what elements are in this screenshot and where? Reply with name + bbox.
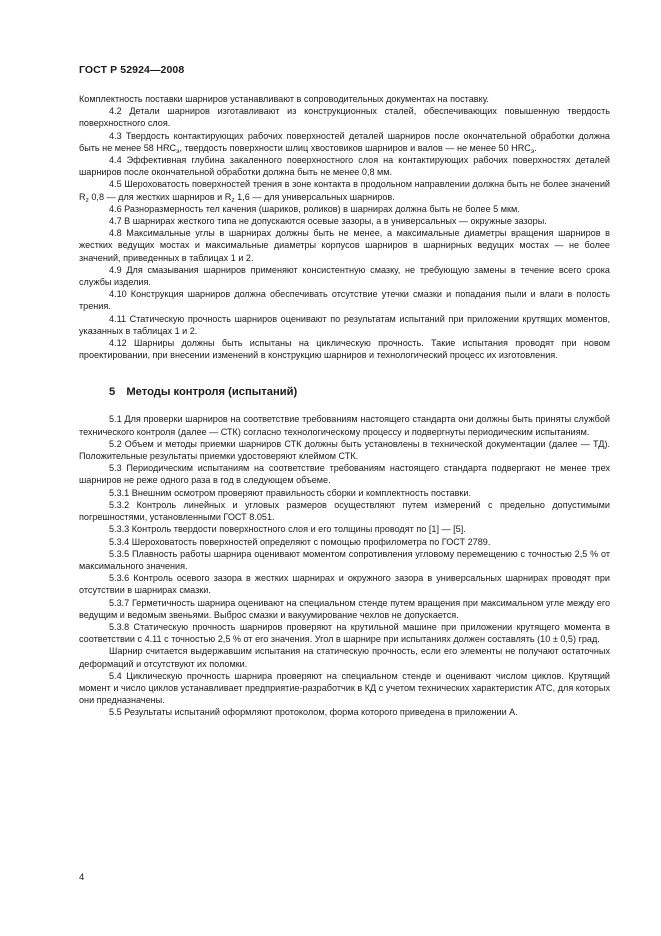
paragraph: 5.1 Для проверки шарниров на соответствие требованиям настоящего стандарта они должны быть приняты службой технического контроля (далее — СТК) согласно технологическому процессу и подвергнуты периодическим испытаниям. — [79, 414, 610, 437]
paragraph: 5.3.5 Плавность работы шарнира оценивают моментом сопротивления угловому перемещению с точностью 2,5 % от максимального значения. — [79, 548, 610, 571]
paragraph: 4.2 Детали шарниров изготавливают из конструкционных сталей, обеспечивающих повышенную твердость поверхностного слоя. — [79, 106, 610, 129]
paragraph: 5.2 Объем и методы приемки шарниров СТК должны быть установлены в технической документации (далее — ТД). Положительные результаты приемки удостоверяют клеймом СТК. — [79, 438, 610, 462]
paragraph: 4.9 Для смазывания шарниров применяют консистентную смазку, не требующую замены в течение всего срока службы изделия. — [79, 264, 610, 288]
paragraph: 4.4 Эффективная глубина закаленного поверхностного слоя на контактирующих рабочих поверхностях деталей шарниров после окончательной обработки должна быть не менее 0,8 мм. — [79, 155, 610, 178]
paragraph: 4.10 Конструкция шарниров должна обеспечивать отсутствие утечки смазки и попадания пыли и влаги в полость трения. — [79, 289, 610, 312]
paragraph: 5.3.1 Внешним осмотром проверяют правильность сборки и комплектность поставки. — [109, 487, 472, 498]
paragraph: 5.3.6 Контроль осевого зазора в жестких шарнирах и окружного зазора в универсальных шарнирах проводят при отсутствии в шарнирах смазки. — [79, 573, 610, 596]
paragraph: 5.3.3 Контроль твердости поверхностного слоя и его толщины проводят по [1] — [5]. — [109, 524, 466, 535]
paragraph: 5.3.2 Контроль линейных и угловых размеров осуществляют путем измерений с предельно допустимыми погрешностями, установленными ГОСТ 8.051. — [79, 499, 610, 523]
paragraph: 5.3.8 Статическую прочность шарниров проверяют на крутильной машине при приложении крутящего момента в соответствии с 4.11 с точностью 2,5 % от его значения. Угол в шарнире при испытаниях должен составлять (10 ± 0,5) град. — [79, 621, 610, 645]
paragraph: 4.11 Статическую прочность шарниров оценивают по результатам испытаний при приложении крутящих моментов, указанных в таблицах 1 и 2. — [79, 313, 610, 336]
section-heading — [79, 385, 610, 399]
section-number: 5 — [109, 386, 116, 399]
paragraph: 4.12 Шарниры должны быть испытаны на циклическую прочность. Такие испытания проводят при новом проектировании, при внесении изменений в конструкцию шарниров и технологический процесс их изготовления. — [79, 338, 610, 361]
document-header: ГОСТ Р 52924—2008 — [79, 64, 185, 76]
paragraph: 5.5 Результаты испытаний оформляют протоколом, форма которого приведена в приложении А. — [109, 707, 518, 718]
section-title: Методы контроля (испытаний) — [126, 386, 298, 399]
paragraph: 4.8 Максимальные углы в шарнирах должны быть не менее, а максимальные диаметры вращения шарниров в жестких ведущих мостах и максимальные диаметры корпусов шарниров в шарнирных ведущих мостах — не более значений, приведенных в таблицах 1 и 2. — [79, 228, 610, 263]
page-number: 4 — [79, 872, 85, 883]
paragraph: 4.5 Шероховатость поверхностей трения в зоне контакта в продольном направлении должна быть не более значений $R_z$ 0,8 — для жестких шарниров и $R_z$ 1,6 — для универсальных шарниров. — [79, 179, 610, 204]
paragraph: Комплектность поставки шарниров устанавливают в сопроводительных документах на поставку. — [79, 94, 489, 104]
paragraph: 5.3.7 Герметичность шарнира оценивают на специальном стенде путем вращения при максимальном угле между его ведущим и ведомым звеньями. Выброс смазки и вакуумирование чехлов не допускается. — [79, 597, 610, 620]
paragraph: 5.3.4 Шероховатость поверхностей определяют с помощью профилометра по ГОСТ 2789. — [109, 536, 491, 547]
paragraph: 5.4 Циклическую прочность шарнира проверяют на специальном стенде и оценивают числом циклов. Крутящий момент и число циклов устанавливает предприятие-разработчик в КД с учетом технических характеристик АТС, для которых они предназначены. — [79, 670, 610, 706]
document-body — [79, 93, 610, 719]
paragraph: 4.3 Твердость контактирующих рабочих поверхностей деталей шарниров после окончательной обработки должна быть не менее 58 $HRC_э$, твердость поверхности шлиц хвостовиков шарниров и валов — не менее 50 $HRC_э$. — [79, 130, 610, 155]
paragraph: 5.3 Периодическим испытаниям на соответствие требованиям настоящего стандарта подвергают не менее трех шарниров не реже одного раза в год в следующем объеме. — [79, 463, 610, 486]
paragraph: Шарнир считается выдержавшим испытания на статическую прочность, если его элементы не получают остаточных деформаций и отсутствуют их поломки. — [79, 646, 610, 669]
methods-list — [79, 413, 610, 718]
paragraph: 4.7 В шарнирах жесткого типа не допускаются осевые зазоры, а в универсальных — окружные зазоры. — [109, 216, 547, 227]
paragraph: 4.6 Разноразмерность тел качения (шариков, роликов) в шарнирах должна быть не более 5 мкм. — [109, 203, 520, 214]
requirements-list — [79, 93, 610, 361]
